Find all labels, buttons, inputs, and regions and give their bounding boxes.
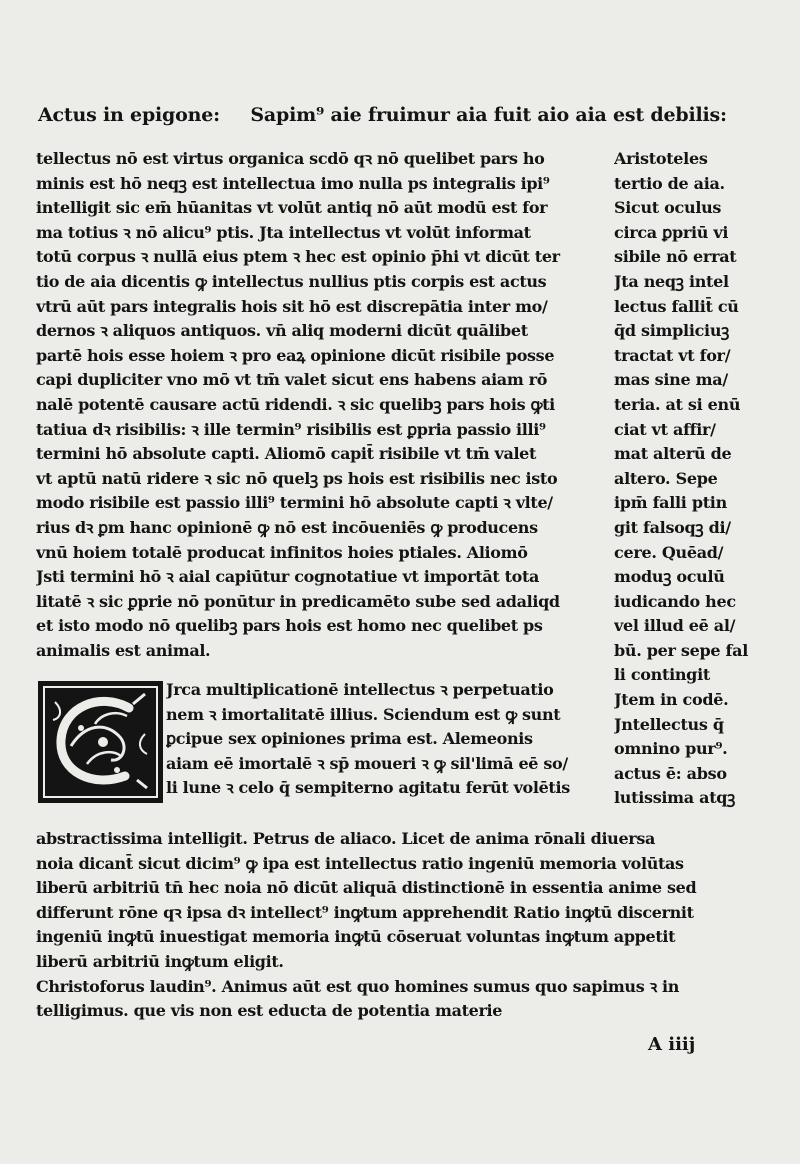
text-line: aiam eē imortalē ꝛ sp̄ moueri ꝛ ꝙ sil'limā eē so/ (166, 753, 568, 773)
text-line: Jsti termini hō ꝛ aial capiūtur cognotatiue vt importāt tota (36, 567, 540, 587)
text-line: li lune ꝛ celo q̄ sempiterno agitatu ferūt volētis (166, 778, 570, 798)
text-line: termini hō absolute capti. Aliomō capit̄ risibile vt tm̄ valet (36, 444, 537, 464)
marginal-gloss-column (614, 147, 774, 811)
text-line: et isto modo nō quelibꝫ pars hois est homo nec quelibet ps (36, 616, 543, 636)
signature-mark: A iiij (648, 1034, 696, 1055)
text-line: nalē potentē causare actū ridendi. ꝛ sic quelibꝫ pars hois ꝙti (36, 394, 555, 414)
text-line: tatiua dꝛ risibilis: ꝛ ille termin⁹ risibilis est ꝑpria passio illi⁹ (36, 419, 546, 439)
gloss-line: actus ē: abso (614, 763, 727, 783)
gloss-line: iudicando hec (614, 591, 736, 611)
text-line: ma totius ꝛ nō alicu⁹ ptis. Jta intellectus vt volūt informat (36, 222, 531, 242)
gloss-line: git falsoqꝫ di/ (614, 517, 731, 537)
gloss-line: mat alterū de (614, 444, 732, 464)
text-line: liberū arbitriū tn̄ hec noia nō dicūt aliquā distinctionē in essentia anime sed (36, 878, 697, 898)
text-line: modo risibile est passio illi⁹ termini hō absolute capti ꝛ vlte/ (36, 493, 553, 513)
gloss-line: moduꝫ oculū (614, 567, 725, 587)
gloss-line: Aristoteles (614, 149, 708, 168)
bottom-paragraph (36, 827, 771, 1024)
header-left: Actus in epigone: (38, 104, 220, 126)
text-line: telligimus. que vis non est educta de potentia materie (36, 1001, 503, 1021)
text-line: litatē ꝛ sic ꝑprie nō ponūtur in predicamēto sube sed adaliqd (36, 591, 560, 611)
gloss-line: Sicut oculus (614, 198, 722, 218)
gloss-line: mas sine ma/ (614, 370, 728, 390)
text-line: vt aptū natū ridere ꝛ sic nō quelꝫ ps hois est risibilis nec isto (36, 468, 558, 488)
text-line: noia dicant̄ sicut dicim⁹ ꝙ ipa est intellectus ratio ingeniū memoria volūtas (36, 853, 684, 873)
ornament-initial-icon (41, 684, 160, 800)
gloss-line: lutissima atqꝫ (614, 788, 736, 808)
gloss-line: bū. per sepe fal (614, 640, 748, 660)
gloss-line: omnino pur⁹. (614, 739, 728, 759)
text-line: nem ꝛ imortalitatē illius. Sciendum est ꝙ sunt (166, 704, 561, 724)
text-line: totū corpus ꝛ nullā eius ptem ꝛ hec est opinio p̄hi vt dicūt ter (36, 247, 560, 267)
text-line: tellectus nō est virtus organica scdō qꝛ nō quelibet pars ho (36, 149, 545, 168)
gloss-line: Jntellectus q̄ (614, 714, 724, 734)
text-line: vnū hoiem totalē producat infinitos hoies ptiales. Aliomō (36, 542, 528, 562)
gloss-line: tractat vt for/ (614, 345, 731, 365)
main-text-column (36, 147, 601, 663)
text-line: ꝑcipue sex opiniones prima est. Alemeonis (166, 729, 533, 749)
gloss-line: circa ꝑpriū vi (614, 222, 729, 242)
header-right: Sapim⁹ aie fruimur aia fuit aio aia est debilis: (250, 104, 727, 126)
gloss-line: ipm̄ falli ptin (614, 493, 727, 513)
text-line: intelligit sic em̄ hūanitas vt volūt antiq nō aūt modū est for (36, 198, 548, 218)
gloss-line: vel illud eē al/ (614, 616, 736, 636)
text-line: minis est hō neqꝫ est intellectua imo nulla ps integralis ipi⁹ (36, 173, 550, 193)
gloss-line: li contingit (614, 665, 710, 685)
indented-paragraph (166, 678, 606, 801)
gloss-line: cere. Quēad/ (614, 542, 724, 562)
running-header (38, 104, 727, 126)
text-line: ingeniū inꝙtū inuestigat memoria inꝙtū cōseruat voluntas inꝙtum appetit (36, 927, 676, 947)
gloss-line: q̄d simpliciuꝫ (614, 321, 730, 341)
gloss-line: lectus fallit̄ cū (614, 296, 739, 316)
gloss-line: ciat vt affir/ (614, 419, 716, 439)
gloss-line: Jtem in codē. (614, 690, 729, 710)
text-line: animalis est animal. (36, 640, 211, 660)
text-line: Christoforus laudin⁹. Animus aūt est quo homines sumus quo sapimus ꝛ in (36, 976, 680, 996)
gloss-line: teria. at si enū (614, 394, 741, 414)
text-line: Jrca multiplicationē intellectus ꝛ perpetuatio (166, 680, 554, 699)
text-line: partē hois esse hoiem ꝛ pro eaꝝ opinione dicūt risibile posse (36, 345, 555, 365)
text-line: rius dꝛ ꝑm hanc opinionē ꝙ nō est incōueniēs ꝙ producens (36, 517, 538, 537)
gloss-line: sibile nō errat (614, 247, 737, 267)
text-line: capi dupliciter vno mō vt tm̄ valet sicut ens habens aiam rō (36, 370, 548, 390)
gloss-line: altero. Sepe (614, 468, 718, 488)
text-line: differunt rōne qꝛ ipsa dꝛ intellect⁹ inꝙtum apprehendit Ratio inꝙtū discernit (36, 902, 694, 922)
text-line: abstractissima intelligit. Petrus de aliaco. Licet de anima rōnali diuersa (36, 829, 656, 848)
text-line: liberū arbitriū inꝙtum eligit. (36, 951, 284, 971)
text-line: vtrū aūt pars integralis hois sit hō est discrepātia inter mo/ (36, 296, 548, 316)
text-line: dernos ꝛ aliquos antiquos. vn̄ aliq moderni dicūt quālibet (36, 321, 528, 341)
text-line: tio de aia dicentis ꝙ intellectus nullius ptis corpis est actus (36, 271, 547, 291)
gloss-line: Jta neqꝫ intel (614, 271, 729, 291)
decorated-initial-c (38, 681, 163, 803)
gloss-line: tertio de aia. (614, 173, 725, 193)
